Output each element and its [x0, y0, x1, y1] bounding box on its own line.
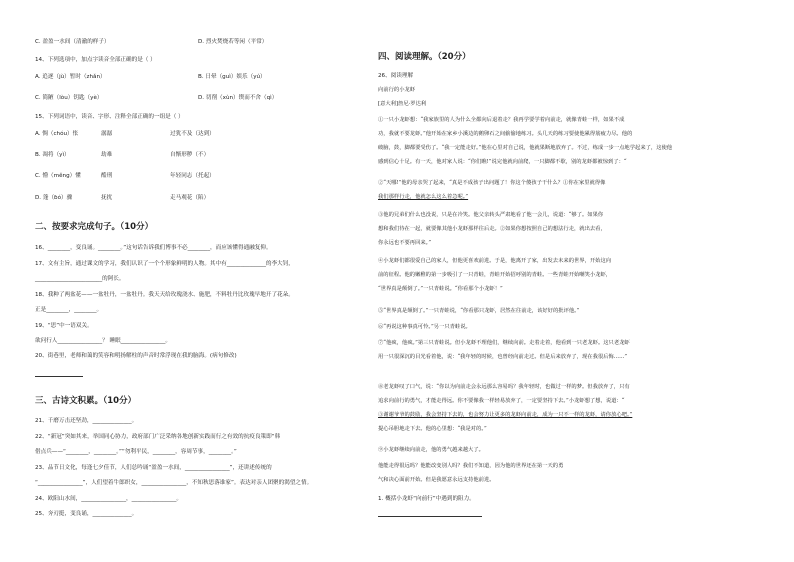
story-line-19: ③谢谢爷爷的鼓励，我会坚持下去的，也会努力让更多的龙虾向前走，成为一只不一样的龙虾，请你放心吧。” — [378, 412, 633, 418]
q24: 24、欧阳山水间，________________，________________。 — [35, 496, 182, 502]
story-title: 向前行的小龙虾 — [378, 87, 416, 93]
q17-continued: ________________________的阿长。 — [35, 276, 125, 282]
story-line-12: “世界真是颠倒了。”一只青蛙说。“你看那个小龙虾！” — [378, 286, 503, 292]
q15-row-c-2: 酷刑 — [101, 173, 113, 179]
q15-row-d-3: 走马观花（陷） — [170, 195, 210, 201]
q15-row-d-1: D. 蓬（ɓó）骤 — [35, 195, 73, 201]
story-line-11: 前的征程。他的嫩稚的第一步吸引了一只青蛙，青蛙开始招呼别的青蛙。一些青蛙开始嘲笑小龙虾， — [378, 272, 612, 278]
q15-row-a-1: A. 惆（chóu）怅 — [35, 131, 79, 137]
story-line-3: 破脑，鼓，脚都要受伤了。“我一定能走好。”他在心里对自己说，他就果断地放弃了。不过，练成一步一点地学起来了，这使他 — [378, 145, 673, 151]
q23: 23、品节日文化，每逢七夕佳节，人们总吟诵“盈盈一水间，________________”，还讲述传统的 — [35, 465, 272, 471]
q15-row-b-1: B. 凋将（yì） — [35, 152, 70, 158]
q18-continued: 正是________，________。 — [35, 307, 103, 313]
story-line-1: ①一只小龙虾想：“我家族里的人为什么全都向后退着走？我再学要学着向前走，就像青蛙一样，如果不成 — [378, 117, 625, 123]
q18: 18、我种了两盆花——一盆牡丹，一盆牡丹。我天天给玫瑰浇水、施肥，不料牡丹比玫瑰早地开了花朵。 — [35, 292, 294, 298]
q20-answer-line — [35, 376, 83, 377]
q21: 21、千磨万击还坚劲，______________。 — [35, 418, 138, 424]
section-4-title: 四、阅读理解。（20分） — [378, 52, 471, 62]
q26-label: 26、阅读理解 — [378, 73, 414, 79]
story-line-20: 提心吊胆地走下去。他的心里想：“我是对的。” — [378, 426, 487, 432]
q19: 19、“思”中一语双关。 — [35, 323, 93, 329]
story-line-10: ④小龙虾们都很爱自己的家人，但他更喜欢前进。于是，他离开了家，出发去未来的世界，开始这向 — [378, 258, 612, 264]
q14-option-b: B. 日晕（guì）娱乐（yú） — [198, 74, 266, 80]
q17: 17、文有主旨，通过课文的学习，我们认识了一个个形象鲜明的人物。其中有______________的李大钊， — [35, 261, 294, 267]
section-2-title: 二、按要求完成句子。（10分） — [35, 222, 154, 232]
q14-option-d: D. 切削（xùn）锲而不舍（qì） — [198, 95, 278, 101]
q19-continued: 欲问行人________________？ 睡眠________________。 — [35, 338, 172, 344]
q14-stem: 14、下列选项中，加点字读音全部正确的是（ ） — [35, 57, 156, 63]
story-line-18: 追求向前行的勇气，才能走得远。你不要像我一样轻易放弃了，一定要坚持下去。”小龙虾想了想，说道：“ — [378, 398, 625, 404]
q25: 25、夯刃挺，变良诵，______________。 — [35, 511, 138, 517]
story-line-2: 功，我就不要龙虾。”他开始在家乡小溪边的鹅卵石之间偷偷地练习。头几天的练习要使他累得筋疲力尽。他的 — [378, 131, 633, 137]
story-line-22: 他能走得很远吗？他能改变别人吗？我们不知道，因为他的世界还在第一天的勇 — [378, 463, 564, 469]
q22: 22、“新冠”突如其来，举国同心协力，政府部门广泛采纳各地创新实践而行之有效的抗疫良策即“韩 — [35, 434, 281, 440]
story-line-9: 你永远也不要再回来。” — [378, 240, 432, 246]
reading-q1-answer-line — [378, 516, 482, 517]
q16: 16、________，变良诵。________。”这句话告诉我们博事不必________，而应该懂得通融复仰。 — [35, 245, 272, 251]
story-line-7: ③他的兄弟们什么也没说，只是在冷笑。他父亲转头严肃地看了他一会儿，说道：“够了。如果你 — [378, 212, 604, 218]
q10-option-c: C. 盈盈一水间（清澈的样子） — [35, 39, 110, 45]
story-line-14: ⑥“再说这种事真可怜。”另一只青蛙说。 — [378, 324, 471, 330]
story-line-21: ⑨小龙虾继续向前走，他的勇气越来越大了。 — [378, 447, 484, 453]
q23-continued: “________________”，人们望着牛郎织女，________________，不知秋思落谁家”。表达对亲人团聚的渴望之情。 — [35, 480, 313, 486]
story-line-17: ⑧老龙虾叹了口气，说：“你以为向前走会永远那么容易吗？我年轻时，也做过一样的梦。但我放弃了，只有 — [378, 384, 630, 390]
q15-row-c-1: C. 懵（měng）懂 — [35, 173, 81, 179]
q15-row-b-2: 劫难 — [101, 152, 113, 158]
reading-question-1: 1. 概括小龙虾“向前行”中遇到的阻力。 — [378, 496, 475, 502]
q10-option-d: D. 烈火焚烧若等闲（平常） — [198, 39, 268, 45]
q15-row-a-3: 过犹不及（达到） — [170, 131, 215, 137]
q20: 20、街巷里，老师和蔼的笑容和明扬解柱的声音时常浮现在我的脑海。(病句修改) — [35, 353, 237, 359]
story-author: [意大利]詹尼·罗达利 — [378, 101, 427, 107]
story-line-8: 想和我们待在一起，就要像其他小龙虾那样往后走。②如果你想按照自己的想法行走，就出去看， — [378, 226, 606, 232]
q15-stem: 15、下列词语中，读音、字形、注释全部正确的一组是（ ） — [35, 114, 184, 120]
q14-option-a: A. 追逐（jù）暂时（zhǎn） — [35, 74, 106, 80]
section-3-title: 三、古诗文积累。（10分） — [35, 396, 137, 406]
story-line-6: 我们那样行走，他就怎么这么着急呢。” — [378, 194, 469, 200]
story-line-16: 用一只很深沉的目光看着他，说：“我年轻的时候，也曾经向前走过。但是后来放弃了，现在我很后悔……” — [378, 354, 628, 360]
story-line-5: ②“天哪!”他的母亲哭了起来，“真是不成孩子出问题了！你这个傻孩子干什么？①你在家里就得像 — [378, 180, 606, 186]
q14-option-c: C. 简陋（lòu）钥匙（yè） — [35, 95, 103, 101]
q15-row-b-3: 自惭形秽（不） — [170, 152, 210, 158]
q15-row-c-3: 年轻同志（托起） — [170, 173, 215, 179]
story-line-15: ⑦“他疯，他疯。”第三只青蛙说。但小龙虾不理他们，继续向前。走着走着，他看到一只老龙虾。这只老龙虾 — [378, 340, 630, 346]
q15-row-d-2: 抚扰 — [101, 195, 113, 201]
story-line-13: ⑤“世界真是颠倒了。”一只青蛙说，“你看那只龙虾，居然在往前走，该好好的批评他。” — [378, 308, 580, 314]
story-line-4: 感到信心十足。有一天，他对家人说：“你们瞧!”说完他就向前爬，一只脚都不歇，别的龙虾都被惊到了：“ — [378, 159, 627, 165]
q15-row-a-2: 潺潺 — [101, 131, 113, 137]
q22-continued: 借点兵——“________，________。”“勿利平民，________，容周节事，________。” — [35, 449, 237, 455]
story-line-23: 气和决心面前开始。但是我愿意永远支持他前进。 — [378, 477, 495, 483]
